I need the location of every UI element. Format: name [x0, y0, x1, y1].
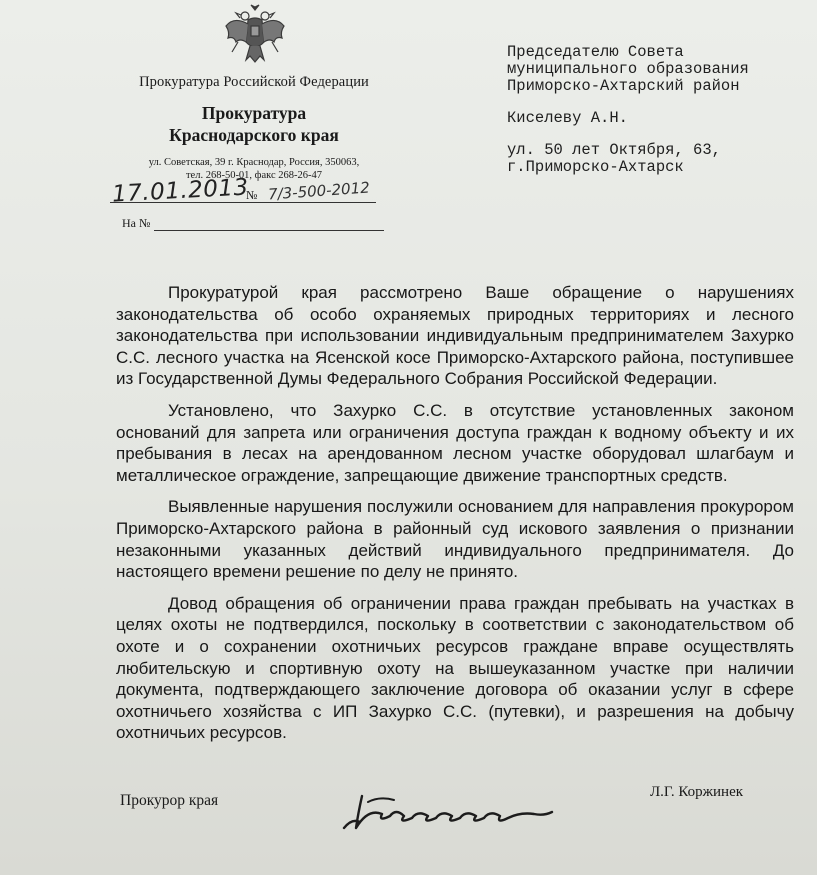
- reply-reference-underline: [154, 230, 384, 231]
- address-line2: тел. 268-50-01, факс 268-26-47: [185, 170, 323, 181]
- addressee-block: [507, 44, 807, 176]
- addressee-name: Киселеву А.Н.: [507, 109, 628, 127]
- handwritten-signature-icon: [338, 788, 556, 836]
- address-line1: ул. Советская, 39 г. Краснодар, Россия, 350063,: [148, 157, 360, 168]
- signatory-title: Прокурор края: [120, 792, 219, 809]
- org-address: [104, 156, 404, 182]
- body-paragraph-1: Прокуратурой края рассмотрено Ваше обращение о нарушениях законодательства об особо охраняемых природных территориях и лесного законодательства при использовании индивидуальным предпринимателем Захурко С.С. лесного участка на Ясенской косе Приморско-Ахтарского района, поступившее из Государственной Думы Федерального Собрания Российской Федерации.: [116, 283, 794, 389]
- org-label: Прокуратура Российской Федерации: [139, 74, 369, 90]
- addressee-street: ул. 50 лет Октября, 63,: [507, 141, 721, 159]
- reply-reference-line: [122, 216, 384, 234]
- addressee-line1: Председателю Совета: [507, 43, 684, 61]
- addressee-city: г.Приморско-Ахтарск: [507, 158, 684, 176]
- double-headed-eagle-emblem-icon: [224, 2, 286, 68]
- registration-date: 17.01.2013: [111, 174, 250, 208]
- body-paragraph-4: Довод обращения об ограничении права граждан пребывать на участках в целях охоты не подтвердился, поскольку в соответствии с законодательством об охоте и о сохранении охотничьих ресурсов граждане вправе осуществлять любительскую и спортивную охоту на вышеуказанном участке при наличии документа, подтверждающего заключение договора об оказании услуг в сфере охотничьего хозяйства с ИП Захурко С.С. (путевки), и разрешения на добычу охотничьих ресурсов.: [116, 593, 794, 743]
- signer-name: Л.Г. Коржинек: [650, 784, 744, 800]
- reply-reference-label: На №: [122, 216, 151, 230]
- org-name-line1: Прокуратура: [201, 103, 307, 123]
- org-name: [114, 102, 394, 146]
- registration-number-label: №: [246, 188, 258, 202]
- body-paragraph-3: Выявленные нарушения послужили основанием для направления прокурором Приморско-Ахтарского района в районный суд искового заявления о признании незаконными указанных действий индивидуального предпринимателя. До настоящего времени решение по делу не принято.: [116, 497, 794, 582]
- letter-body: [116, 282, 794, 754]
- org-name-line2: Краснодарского края: [169, 125, 339, 145]
- addressee-line3: Приморско-Ахтарский район: [507, 77, 740, 95]
- addressee-line2: муниципального образования: [507, 60, 749, 78]
- body-paragraph-2: Установлено, что Захурко С.С. в отсутствие установленных законом оснований для запрета или ограничения доступа граждан к водному объекту и их пребывания в лесах на арендованном лесном участке оборудовал шлагбаум и металлическое ограждение, запрещающие движение транспортных средств.: [116, 400, 794, 485]
- registration-number: 7/3-500-2012: [267, 178, 371, 204]
